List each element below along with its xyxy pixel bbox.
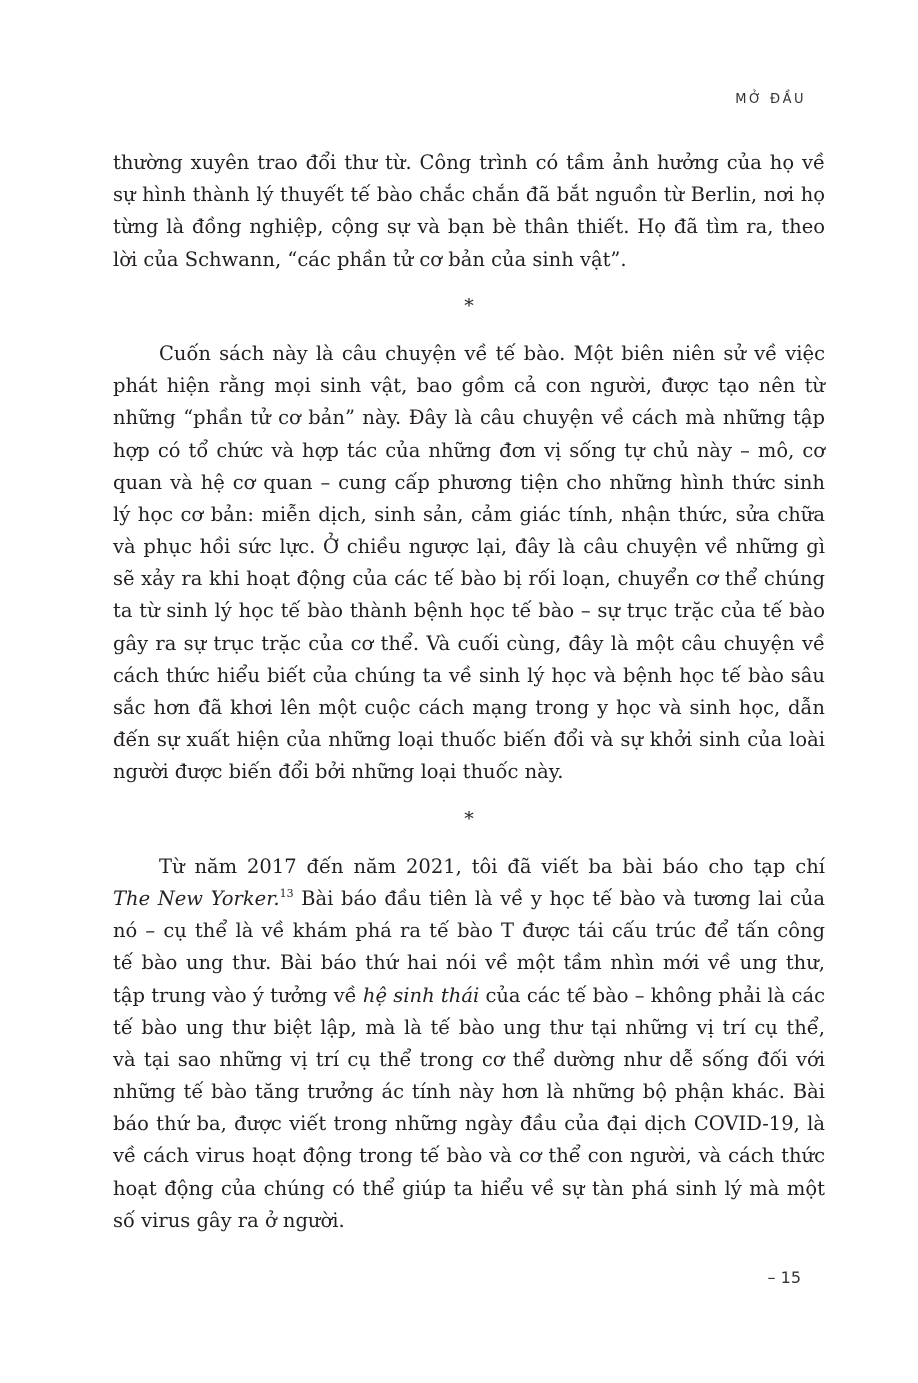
text-line: về cách virus hoạt động trong tế bào và cơ thể con người, và cách thức [113, 1144, 825, 1168]
paragraph [113, 338, 825, 789]
text-line: người được biến đổi bởi những loại thuốc này. [113, 760, 564, 784]
running-head: MỞ ĐẦU [735, 92, 806, 107]
paragraph [113, 851, 825, 1237]
text-line: và phục hồi sức lực. Ở chiều ngược lại, đây là câu chuyện về những gì [113, 535, 825, 559]
text-line: hợp có tổ chức và hợp tác của những đơn vị sống tự chủ này – mô, cơ [113, 438, 825, 462]
text-line: báo thứ ba, được viết trong những ngày đầu của đại dịch COVID-19, là [113, 1112, 825, 1136]
emphasis-term: hệ sinh thái [362, 983, 480, 1007]
text-line: gây ra sự trục trặc của cơ thể. Và cuối cùng, đây là một câu chuyện về [113, 631, 825, 655]
text-line: những “phần tử cơ bản” này. Đây là câu chuyện về cách mà những tập [113, 406, 825, 430]
text-line: từng là đồng nghiệp, cộng sự và bạn bè thân thiết. Họ đã tìm ra, theo [113, 215, 825, 239]
text-line: hoạt động của chúng có thể giúp ta hiểu về sự tàn phá sinh lý mà một [113, 1176, 825, 1200]
text-line [113, 980, 825, 1012]
section-separator: * [464, 294, 474, 317]
text-line: tế bào ung thư. Bài báo thứ hai nói về một tầm nhìn mới về ung thư, [113, 951, 825, 975]
text-line: nó – cụ thể là về khám phá ra tế bào T được tái cấu trúc để tấn công [113, 919, 825, 943]
text-line [113, 883, 825, 915]
text-line: và tại sao những vị trí cụ thể trong cơ thể dường như dễ sống đối với [113, 1047, 825, 1071]
paragraph [113, 147, 825, 276]
text-line: lời của Schwann, “các phần tử cơ bản của sinh vật”. [113, 247, 627, 271]
footnote-marker: 13 [279, 886, 294, 900]
text-line: phát hiện rằng mọi sinh vật, bao gồm cả con người, được tạo nên từ [113, 374, 825, 398]
text-run: của các tế bào – không phải là các [479, 983, 826, 1007]
text-run: Bài báo đầu tiên là về y học tế bào và tương lai của [293, 886, 825, 910]
text-line: Cuốn sách này là câu chuyện về tế bào. Một biên niên sử về việc [159, 341, 825, 365]
text-line: thường xuyên trao đổi thư từ. Công trình có tầm ảnh hưởng của họ về [113, 151, 825, 174]
text-line: tế bào ung thư biệt lập, mà là tế bào ung thư tại những vị trí cụ thể, [113, 1015, 825, 1039]
text-line: sự hình thành lý thuyết tế bào chắc chắn đã bắt nguồn từ Berlin, nơi họ [113, 183, 825, 207]
text-line: lý học cơ bản: miễn dịch, sinh sản, cảm giác tính, nhận thức, sửa chữa [113, 502, 825, 526]
text-line: sẽ xảy ra khi hoạt động của các tế bào bị rối loạn, chuyển cơ thể chúng [113, 567, 825, 591]
section-separator: * [464, 807, 474, 830]
text-line: quan và hệ cơ quan – cung cấp phương tiện cho những hình thức sinh [113, 470, 825, 494]
text-line: Từ năm 2017 đến năm 2021, tôi đã viết ba bài báo cho tạp chí [159, 854, 825, 878]
page-number: – 15 [767, 1268, 801, 1287]
text-line: những tế bào tăng trưởng ác tính này hơn là những bộ phận khác. Bài [113, 1080, 825, 1104]
body-text [113, 147, 825, 1237]
text-line: ta từ sinh lý học tế bào thành bệnh học tế bào – sự trục trặc của tế bào [113, 599, 825, 623]
text-line: số virus gây ra ở người. [113, 1208, 345, 1232]
text-run: tập trung vào ý tưởng về [113, 983, 363, 1007]
magazine-title: The New Yorker. [113, 886, 280, 910]
text-line: sắc hơn đã khơi lên một cuộc cách mạng trong y học và sinh học, dẫn [113, 696, 825, 719]
text-line: đến sự xuất hiện của những loại thuốc biến đổi và sự khởi sinh của loài [113, 728, 825, 752]
text-line: cách thức hiểu biết của chúng ta về sinh lý học và bệnh học tế bào sâu [113, 663, 825, 687]
